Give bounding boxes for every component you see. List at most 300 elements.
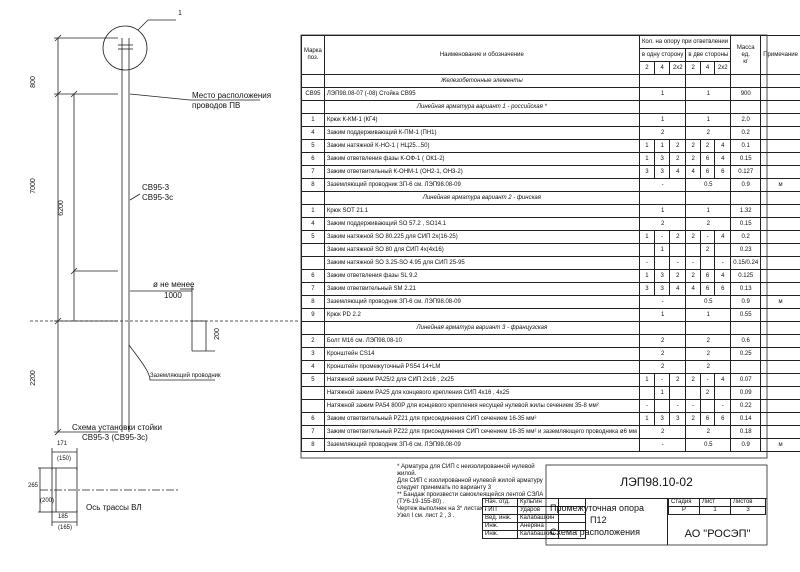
note-cell	[761, 244, 800, 257]
section-title: Линейная арматура вариант 1 - российская *	[324, 101, 639, 114]
position-cell: 6	[302, 413, 325, 426]
header-one-side: в одну сторону	[639, 49, 686, 62]
sheet-value: 1	[700, 507, 731, 515]
position-cell	[302, 244, 325, 257]
section-row	[302, 322, 800, 335]
qty-cell: 4	[686, 283, 700, 296]
qty-cell: -	[639, 400, 654, 413]
qty-cell	[686, 387, 700, 400]
qty-cell: 4	[686, 166, 700, 179]
header-sub: 2	[686, 62, 700, 75]
qty-cell: 2	[686, 413, 700, 426]
table-row	[302, 218, 800, 231]
table-cell	[302, 101, 325, 114]
dim-1000: 1000	[164, 291, 182, 300]
qty-one-side: 1	[639, 88, 686, 101]
qty-cell: 1	[639, 374, 654, 387]
qty-cell	[670, 387, 686, 400]
table-row	[302, 205, 800, 218]
sheet-header: Лист	[700, 499, 731, 507]
position-cell: 7	[302, 426, 325, 439]
role-cell: ГИП	[483, 507, 518, 515]
name-cell: Заземляющий проводник ЗП-6 см. ЛЭП98.08-09	[324, 179, 639, 192]
qty-cell	[715, 244, 731, 257]
note-cell	[761, 348, 800, 361]
table-cell	[731, 75, 761, 88]
qty-two-side: 2	[686, 335, 731, 348]
qty-cell: 2	[700, 244, 714, 257]
title-line-1: Промежуточная опора	[550, 503, 644, 513]
table-row	[302, 296, 800, 309]
position-cell: 6	[302, 153, 325, 166]
table-cell	[686, 75, 731, 88]
note-cell	[761, 387, 800, 400]
section-title: Линейная арматура вариант 2 - финская	[324, 192, 639, 205]
role-cell: Вед. инж.	[483, 515, 518, 523]
qty-cell: 3	[655, 270, 670, 283]
qty-cell: 2	[686, 140, 700, 153]
label-pole-1: СВ95-3	[142, 183, 170, 192]
table-row	[302, 413, 800, 426]
qty-cell: 1	[655, 387, 670, 400]
position-cell: 8	[302, 439, 325, 452]
qty-cell: -	[670, 400, 686, 413]
name-cell: Зажим ответвления фазы К-ОФ-1 ( ОК1-2)	[324, 153, 639, 166]
table-row	[302, 426, 800, 439]
qty-cell: 1	[639, 413, 654, 426]
table-cell	[761, 322, 800, 335]
qty-cell: 6	[715, 283, 731, 296]
name-cell: Зажим поддерживающий SO 57.2 , SO14.1	[324, 218, 639, 231]
mass-cell: 0.15	[731, 153, 761, 166]
table-row	[302, 335, 800, 348]
note-cell	[761, 283, 800, 296]
name-cell: Натяжной зажим PA25 для концевого крепления СИП 4x16 , 4x25	[324, 387, 639, 400]
qty-cell: 1	[639, 140, 654, 153]
mass-cell: 0.1	[731, 140, 761, 153]
note-cell	[761, 270, 800, 283]
mass-cell: 0.9	[731, 439, 761, 452]
header-sub: 2x2	[670, 62, 686, 75]
detail-circle	[103, 26, 147, 70]
position-cell: 5	[302, 374, 325, 387]
qty-cell	[655, 400, 670, 413]
table-row	[302, 244, 800, 257]
table-row	[302, 374, 800, 387]
note-cell	[761, 205, 800, 218]
table-cell	[639, 322, 686, 335]
note-5: Узел I см. лист 2 , 3 .	[397, 513, 455, 519]
name-cell: Анеряна	[518, 523, 559, 531]
label-ground-conductor: Заземляющий проводник	[150, 373, 221, 379]
note-cell: м	[761, 439, 800, 452]
label-pole-2: СВ95-3с	[142, 193, 174, 202]
qty-cell: 4	[670, 283, 686, 296]
mass-cell: 0.127	[731, 166, 761, 179]
qty-one-side: 1	[639, 205, 686, 218]
qty-cell: 3	[655, 283, 670, 296]
qty-cell: 4	[715, 374, 731, 387]
table-cell	[302, 75, 325, 88]
mass-cell: 0.14	[731, 413, 761, 426]
position-cell: 1	[302, 205, 325, 218]
note-cell	[761, 153, 800, 166]
qty-cell: 6	[700, 166, 714, 179]
note-1: * Арматура для СИП с неизолированной нулевой жилой.	[397, 464, 535, 477]
section-dim-171: 171	[57, 441, 68, 447]
section-dim-185: 185	[58, 514, 69, 520]
qty-two-side: 1	[686, 88, 731, 101]
qty-cell: 4	[715, 140, 731, 153]
qty-cell: 3	[639, 166, 654, 179]
note-cell	[761, 335, 800, 348]
label-wire-place-1: Место расположения	[192, 91, 272, 100]
name-cell: Болт М16 см. ЛЭП98.08-10	[324, 335, 639, 348]
qty-cell: 1	[639, 153, 654, 166]
note-4: Чертеж выполнен на 3* листах .	[397, 506, 487, 512]
mass-cell: 0.07	[731, 374, 761, 387]
qty-cell: 6	[700, 153, 714, 166]
role-cell: Инж.	[483, 523, 518, 531]
position-cell: 7	[302, 283, 325, 296]
qty-cell: -	[715, 257, 731, 270]
position-cell: 8	[302, 179, 325, 192]
name-cell: Зажим ответвительный К-ОНМ-1 (ОН2-1, ОН3-2)	[324, 166, 639, 179]
qty-cell: 2	[670, 374, 686, 387]
name-cell: Зажим натяжной SO 80.225 для СИП 2x(16-25)	[324, 231, 639, 244]
mass-cell: 900	[731, 88, 761, 101]
mass-cell: 1.32	[731, 205, 761, 218]
qty-cell: -	[700, 231, 714, 244]
qty-cell	[655, 257, 670, 270]
table-row	[302, 257, 800, 270]
qty-cell: 6	[715, 166, 731, 179]
label-min-diameter: ø не менее	[153, 280, 195, 289]
callout-number: 1	[178, 10, 182, 17]
note-cell	[761, 413, 800, 426]
qty-cell: 4	[715, 231, 731, 244]
note-cell	[761, 114, 800, 127]
name-cell: Зажим ответвления фазы SL 9.2	[324, 270, 639, 283]
dim-7000: 7000	[29, 178, 37, 194]
dim-200: 200	[213, 328, 221, 340]
name-cell: Крюк К-КМ-1 (КГ4)	[324, 114, 639, 127]
section-row	[302, 192, 800, 205]
position-cell: 8	[302, 296, 325, 309]
position-cell: СВ95	[302, 88, 325, 101]
title-line-3: Схема расположения	[550, 527, 640, 537]
qty-one-side: -	[639, 439, 686, 452]
table-row	[302, 166, 800, 179]
qty-one-side: 1	[639, 114, 686, 127]
table-cell	[731, 101, 761, 114]
mass-cell: 0.09	[731, 387, 761, 400]
qty-cell	[700, 400, 714, 413]
table-row	[302, 283, 800, 296]
qty-cell: 3	[655, 166, 670, 179]
qty-cell: -	[655, 374, 670, 387]
qty-cell: 3	[639, 283, 654, 296]
mass-cell: 0.6	[731, 335, 761, 348]
name-cell: Кронштейн промежуточный PS54 14+LM	[324, 361, 639, 374]
note-cell	[761, 400, 800, 413]
qty-two-side: 0.5	[686, 179, 731, 192]
stage-value: Р	[669, 507, 700, 515]
note-cell	[761, 231, 800, 244]
note-cell	[761, 361, 800, 374]
table-row	[302, 387, 800, 400]
table-row	[302, 361, 800, 374]
qty-cell: 4	[715, 153, 731, 166]
name-cell: Калабашкин	[518, 531, 559, 539]
section-dim-265: 265	[28, 483, 39, 489]
qty-cell: 1	[639, 270, 654, 283]
section-row	[302, 101, 800, 114]
name-cell: Крюк SOT 21.1	[324, 205, 639, 218]
position-cell: 1	[302, 114, 325, 127]
mass-cell: 0.23	[731, 244, 761, 257]
qty-cell: 2	[686, 374, 700, 387]
position-cell: 3	[302, 348, 325, 361]
position-cell: 7	[302, 166, 325, 179]
qty-two-side: 1	[686, 309, 731, 322]
name-cell: Натяжной зажим PA25/2 для СИП 2x16 , 2x25	[324, 374, 639, 387]
qty-two-side: 2	[686, 218, 731, 231]
table-cell	[761, 192, 800, 205]
header-sub: 2x2	[715, 62, 731, 75]
qty-cell: -	[670, 257, 686, 270]
qty-one-side: 2	[639, 426, 686, 439]
table-cell	[686, 192, 731, 205]
table-cell	[302, 322, 325, 335]
sheets-header: Листов	[731, 499, 766, 507]
specification-table	[301, 35, 800, 452]
qty-cell: 2	[670, 140, 686, 153]
qty-cell: 1	[655, 244, 670, 257]
position-cell	[302, 387, 325, 400]
note-cell	[761, 374, 800, 387]
header-mass: Масса ед. кг	[731, 36, 761, 75]
note-cell	[761, 426, 800, 439]
section-dim-200: (200)	[40, 498, 55, 504]
header-sub: 4	[655, 62, 670, 75]
name-cell: Зажим натяжной SO 3.25-SO 4.95 для СИП 25-95	[324, 257, 639, 270]
drawing-code: ЛЭП98.10-02	[546, 465, 767, 499]
qty-one-side: 2	[639, 218, 686, 231]
position-cell: 2	[302, 335, 325, 348]
name-cell: ЛЭП98.08-07 (-08) Стойка СВ95	[324, 88, 639, 101]
name-cell: Крюк PD 2.2	[324, 309, 639, 322]
name-cell: Зажим ответвительный PZ22 для присоединения СИП сечением 16-35 мм² и заземляющего проводника ø6 мм	[324, 426, 639, 439]
qty-cell: -	[686, 400, 700, 413]
header-sub: 2	[639, 62, 654, 75]
table-cell	[639, 101, 686, 114]
table-body	[302, 75, 800, 452]
qty-cell	[715, 387, 731, 400]
name-cell: Зажим натяжной SO 80 для СИП 4x(4x16)	[324, 244, 639, 257]
table-cell	[302, 192, 325, 205]
note-cell: м	[761, 296, 800, 309]
qty-one-side: 2	[639, 361, 686, 374]
name-cell: Заземляющий проводник ЗП-6 см. ЛЭП98.08-09	[324, 296, 639, 309]
position-cell: 5	[302, 231, 325, 244]
qty-cell	[700, 257, 714, 270]
section-title: Железобетонные элементы	[324, 75, 639, 88]
role-cell: Инж.	[483, 531, 518, 539]
qty-cell	[670, 244, 686, 257]
header-mark: Марка поз.	[302, 36, 325, 75]
mass-cell: 0.125	[731, 270, 761, 283]
name-cell: Ударов	[518, 507, 559, 515]
name-cell: Заземляющий проводник ЗП-6 см. ЛЭП98.08-09	[324, 439, 639, 452]
table-cell	[731, 192, 761, 205]
qty-cell: 2	[700, 387, 714, 400]
table-row	[302, 231, 800, 244]
table-cell	[761, 101, 800, 114]
qty-one-side: -	[639, 296, 686, 309]
section-axis-label: Ось трассы ВЛ	[86, 503, 142, 512]
stage-table	[668, 498, 766, 515]
qty-cell: 3	[655, 153, 670, 166]
note-cell: м	[761, 179, 800, 192]
qty-cell: 6	[700, 270, 714, 283]
position-cell: 4	[302, 361, 325, 374]
table-row	[302, 400, 800, 413]
qty-two-side: 2	[686, 426, 731, 439]
caption-line-2: СВ95-3 (СВ95-3с)	[82, 433, 148, 442]
qty-cell: 1	[655, 140, 670, 153]
position-cell: 4	[302, 218, 325, 231]
qty-two-side: 2	[686, 127, 731, 140]
table-cell	[639, 192, 686, 205]
title-line-2: П12	[590, 515, 607, 525]
qty-cell: 4	[715, 270, 731, 283]
qty-two-side: 0.5	[686, 296, 731, 309]
qty-cell: 6	[700, 413, 714, 426]
qty-one-side: 2	[639, 335, 686, 348]
mass-cell: 0.9	[731, 179, 761, 192]
qty-cell: 1	[639, 231, 654, 244]
note-2: Для СИП с изолированной нулевой жилой арматуру следует принимать по варианту 3	[397, 478, 543, 491]
qty-two-side: 2	[686, 348, 731, 361]
name-cell: Зажим поддерживающий К-ПМ-1 (ПН1)	[324, 127, 639, 140]
qty-two-side: 0.5	[686, 439, 731, 452]
table-row	[302, 348, 800, 361]
qty-cell: 2	[686, 270, 700, 283]
qty-two-side: 1	[686, 114, 731, 127]
header-note: Примечание	[761, 36, 800, 75]
table-row	[302, 270, 800, 283]
note-3: ** Бандаж произвести самоклеящейся лентой СЭЛА (ТУ6-19-155-80) .	[397, 492, 544, 505]
position-cell	[302, 400, 325, 413]
table-row	[302, 127, 800, 140]
qty-cell: 6	[715, 413, 731, 426]
header-qty: Кол. на опору при ответвлении	[639, 36, 730, 49]
note-cell	[761, 309, 800, 322]
qty-cell: 3	[655, 413, 670, 426]
qty-one-side: 2	[639, 127, 686, 140]
stage-header: Стадия	[669, 499, 700, 507]
qty-cell: -	[715, 400, 731, 413]
table-row	[302, 88, 800, 101]
header-name: Наименование и обозначение	[324, 36, 639, 75]
qty-cell: -	[686, 257, 700, 270]
name-cell: Калабашкин	[518, 515, 559, 523]
qty-cell	[686, 244, 700, 257]
note-cell	[761, 166, 800, 179]
mass-cell: 0.55	[731, 309, 761, 322]
header-sub: 4	[700, 62, 714, 75]
qty-cell: -	[700, 374, 714, 387]
qty-two-side: 1	[686, 205, 731, 218]
table-row	[302, 140, 800, 153]
mass-cell: 0.9	[731, 296, 761, 309]
mass-cell: 0.25	[731, 348, 761, 361]
section-title: Линейная арматура вариант 3 - французская	[324, 322, 639, 335]
qty-cell: 3	[670, 413, 686, 426]
table-row	[302, 153, 800, 166]
mass-cell: 0.22	[731, 400, 761, 413]
table-cell	[731, 322, 761, 335]
mass-cell: 2.0	[731, 114, 761, 127]
section-row	[302, 75, 800, 88]
mass-cell: 0.2	[731, 127, 761, 140]
note-cell	[761, 218, 800, 231]
qty-one-side: -	[639, 179, 686, 192]
qty-cell: 2	[700, 140, 714, 153]
note-cell	[761, 257, 800, 270]
role-cell: Нач. отд.	[483, 499, 518, 507]
table-cell	[639, 75, 686, 88]
label-wire-place-2: проводов ПВ	[192, 101, 241, 110]
mass-cell: 0.13	[731, 283, 761, 296]
name-cell: Зажим ответвительный SM 2.21	[324, 283, 639, 296]
qty-cell	[639, 244, 654, 257]
name-cell: Кульгин	[518, 499, 559, 507]
table-row	[302, 439, 800, 452]
qty-cell: 2	[670, 270, 686, 283]
table-row	[302, 179, 800, 192]
mass-cell	[731, 361, 761, 374]
position-cell	[302, 257, 325, 270]
note-cell	[761, 140, 800, 153]
qty-one-side: 2	[639, 348, 686, 361]
mass-cell: 0.2	[731, 231, 761, 244]
qty-cell: -	[655, 231, 670, 244]
drawing-title	[546, 498, 668, 545]
position-cell: 5	[302, 140, 325, 153]
qty-two-side: 2	[686, 361, 731, 374]
position-cell: 6	[302, 270, 325, 283]
qty-cell: -	[639, 257, 654, 270]
qty-cell: 2	[670, 231, 686, 244]
dim-6200: 6200	[57, 200, 65, 216]
table-row	[302, 309, 800, 322]
section-dim-150: (150)	[57, 456, 72, 462]
qty-cell: 2	[686, 153, 700, 166]
name-cell: Зажим натяжной К-НО-1 ( НЦ25...50)	[324, 140, 639, 153]
dim-800: 800	[29, 76, 37, 88]
caption-line-1: Схема установки стойки	[72, 423, 163, 432]
name-cell: Кронштейн CS14	[324, 348, 639, 361]
dim-2200: 2200	[29, 370, 37, 386]
sheets-value: 3	[731, 507, 766, 515]
mass-cell: 0.15/0.24	[731, 257, 761, 270]
qty-cell: 6	[700, 283, 714, 296]
section-dim-165: (165)	[58, 525, 73, 531]
position-cell: 4	[302, 127, 325, 140]
qty-cell: 2	[686, 231, 700, 244]
